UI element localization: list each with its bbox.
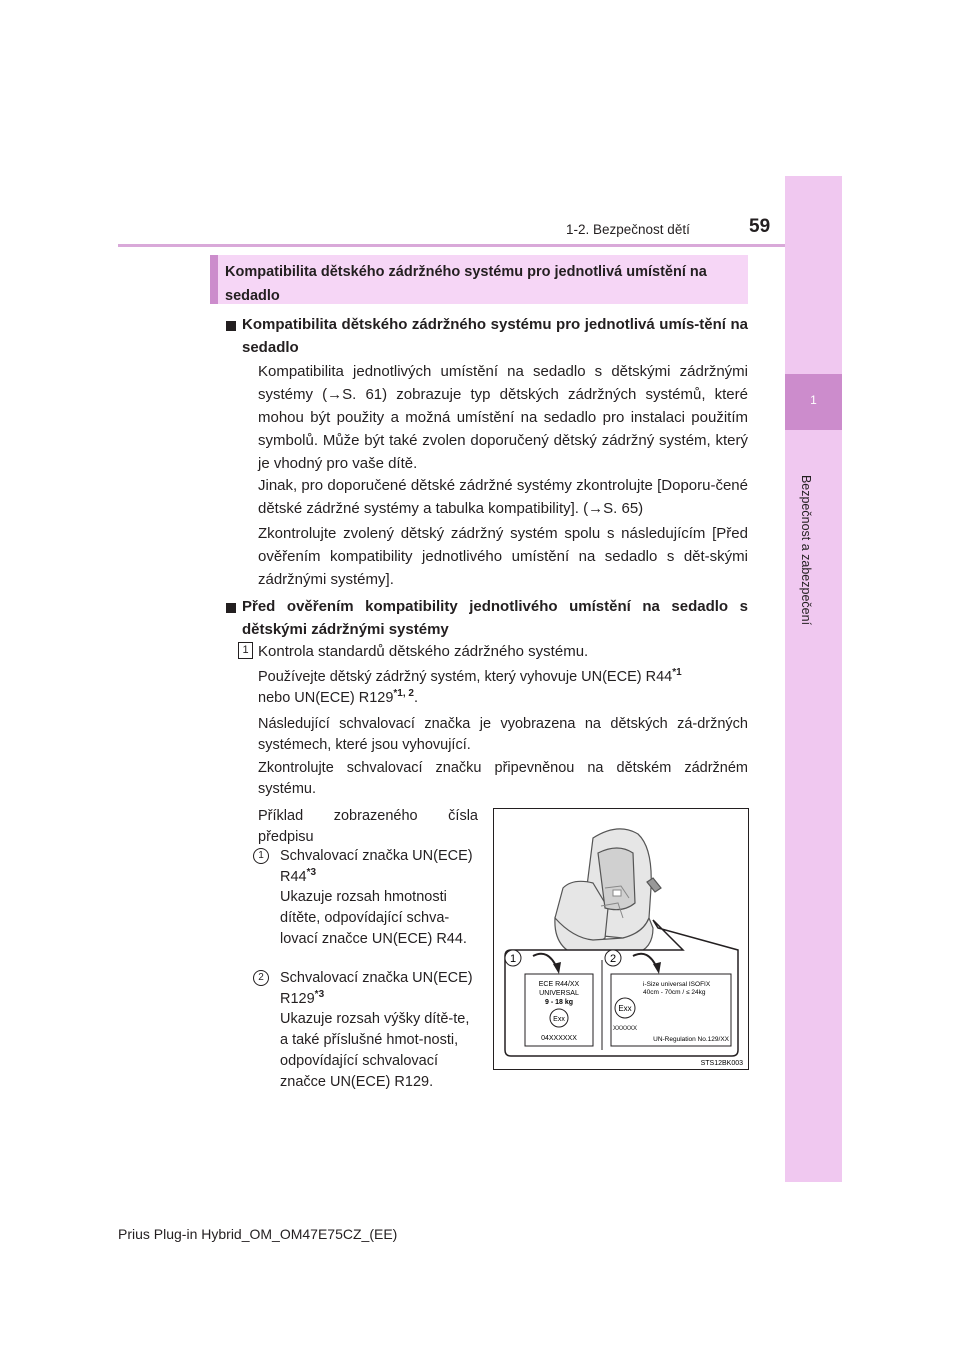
step-paragraph3: Zkontrolujte schvalovací značku připevněnou na dětském zádržném systému. [258,760,748,797]
label2-line1: i-Size universal ISOFIX [643,981,711,988]
item2-number: 2 [253,970,269,986]
step-paragraph1-text-a: Používejte dětský zádržný systém, který vyhovuje UN(ECE) R44 [258,669,673,685]
label1-line2: UNIVERSAL [539,990,579,997]
label2-mark: Exx [618,1004,632,1013]
label2-code: XXXXXX [612,1026,638,1032]
title-box-accent [210,255,218,304]
step-number-box: 1 [238,642,253,659]
item1-number: 1 [253,848,269,864]
label1-mark: Exx [553,1016,565,1023]
label1-line1: ECE R44/XX [538,981,580,988]
example-caption: Příklad zobrazeného čísla předpisu [258,808,478,845]
chapter-number: 1 [810,393,817,407]
step-paragraph1-text-c: . [413,690,419,706]
side-tab [785,176,842,1182]
child-seat-figure [493,808,749,1070]
step-paragraph2: Následující schvalovací značka je vyobrazena na dětských zá-držných systémech, které jsou vyhovující. [258,716,748,753]
footnote-ref: *1 [672,667,682,679]
step-title: Kontrola standardů dětského zádržného systému. [258,643,589,660]
figure-code: STS12BK003 [700,1060,743,1067]
step-paragraph1-text-b: nebo UN(ECE) R129 [258,690,394,706]
label2-line2: 40cm - 70cm / ≤ 24kg [643,989,706,996]
label1-line3: 9 - 18 kg [544,999,574,1006]
section1-paragraph3: Zkontrolujte zvolený dětský zádržný systém spolu s následujícím [Před ověřením kompatibility jednotlivého umístění na sedadlo s dět-skými zádržnými systémy]. [258,525,748,588]
item1-title [280,846,480,888]
section1-paragraph2: Jinak, pro doporučené dětské zádržné systémy zkontrolujte [Doporu-čené dětské zádržné systémy a tabulka kompatibility]. (→S. 65) [258,477,748,517]
step-paragraph1 [258,667,748,709]
section2-heading: Před ověřením kompatibility jednotlivého umístění na sedadlo s dětskými zádržnými systémy [242,598,748,638]
item1-title-text: Schvalovací značka UN(ECE) R44 [280,848,473,885]
label1-code: 04XXXXXX [541,1035,577,1042]
footnote-ref: *3 [314,989,325,1001]
title-box-text: Kompatibilita dětského zádržného systému pro jednotlivá umístění na sedadlo [225,264,707,304]
section1-paragraph1: Kompatibilita jednotlivých umístění na sedadlo s dětskými zádržnými systémy (→S. 61) zobrazuje typ dětských zádržných systémů, které mohou být použity a možná umístění na sedadlo pro instalaci použitím symbolů. Může být také zvolen doporučený dětský zádržný systém, který je vhodný pro vaše dítě. [258,363,748,472]
item1-description: Ukazuje rozsah hmotnosti dítěte, odpovídající schva-lovací značce UN(ECE) R44. [280,889,467,947]
bullet-icon [226,603,236,613]
page-number: 59 [749,216,771,237]
section1-heading: Kompatibilita dětského zádržného systému pro jednotlivá umís-tění na sedadlo [242,316,748,356]
item2-title [280,968,480,1010]
footnote-ref: *1, 2 [393,688,414,700]
bullet-icon [226,321,236,331]
figure-callout-2: 2 [609,953,617,965]
footer-document-id: Prius Plug-in Hybrid_OM_OM47E75CZ_(EE) [118,1226,398,1242]
item2-description: Ukazuje rozsah výšky dítě-te, a také příslušné hmot-nosti, odpovídající schvalovací značce UN(ECE) R129. [280,1011,470,1090]
chapter-title: Bezpečnost a zabezpečení [799,474,813,626]
section-title: 1-2. Bezpečnost dětí [566,222,690,237]
header-divider [118,244,785,247]
figure-callout-1: 1 [509,953,517,965]
item2-title-text: Schvalovací značka UN(ECE) R129 [280,970,473,1007]
label2-regulation: UN-Regulation No.129/XX [653,1036,729,1043]
footnote-ref: *3 [306,867,317,879]
